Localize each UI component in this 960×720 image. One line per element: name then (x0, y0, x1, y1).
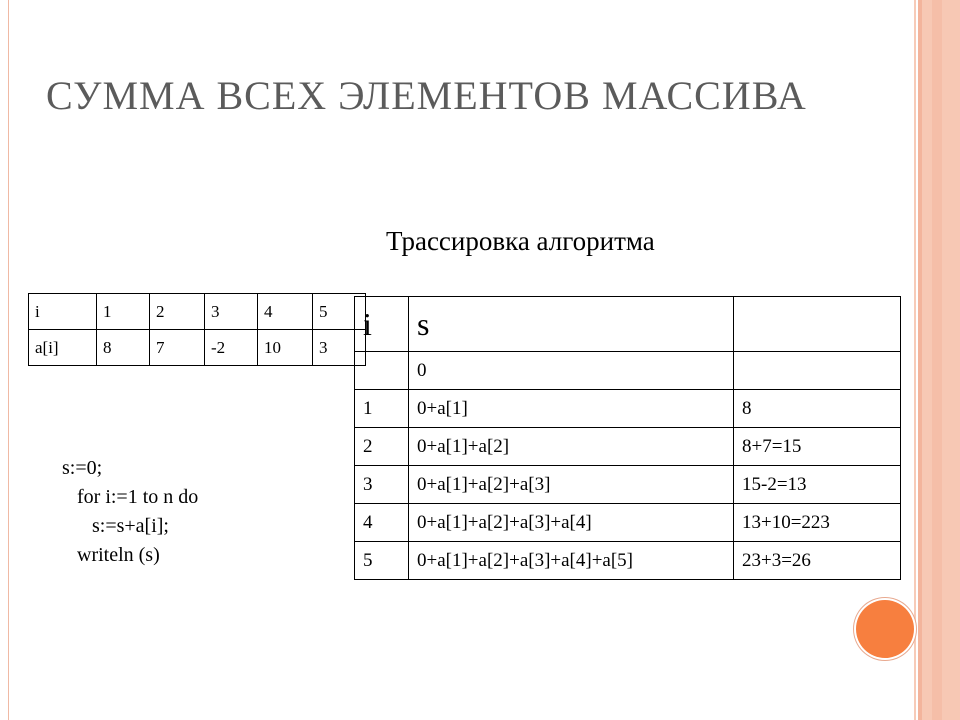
code-line: for i:=1 to n do (62, 486, 199, 508)
array-cell: 3 (313, 330, 366, 366)
right-decorative-band (918, 0, 960, 720)
trace-cell: 1 (355, 390, 409, 428)
trace-subtitle: Трассировка алгоритма (386, 226, 655, 256)
trace-cell: 0 (409, 352, 734, 390)
array-cell: 1 (97, 294, 150, 330)
array-cell: 5 (313, 294, 366, 330)
trace-cell (734, 352, 901, 390)
code-line: s:=0; (62, 457, 103, 479)
trace-cell: 0+a[1]+a[2] (409, 428, 734, 466)
trace-cell: 2 (355, 428, 409, 466)
trace-row (355, 466, 901, 504)
slide-title: СУММА ВСЕХ ЭЛЕМЕНТОВ МАССИВА (46, 73, 807, 118)
trace-cell: 0+a[1]+a[2]+a[3]+a[4]+a[5] (409, 542, 734, 580)
band-stripe (932, 0, 942, 720)
array-cell: 2 (150, 294, 205, 330)
trace-cell (355, 352, 409, 390)
trace-row (355, 504, 901, 542)
trace-table (354, 296, 901, 580)
array-table (28, 293, 366, 366)
array-cell: 3 (205, 294, 258, 330)
trace-cell: 4 (355, 504, 409, 542)
array-cell: 4 (258, 294, 313, 330)
right-decorative-line (914, 0, 916, 720)
trace-cell: 15-2=13 (734, 466, 901, 504)
left-decorative-rule (8, 0, 9, 720)
trace-header-cell (734, 297, 901, 352)
trace-cell: 13+10=223 (734, 504, 901, 542)
trace-row (355, 428, 901, 466)
array-cell: 7 (150, 330, 205, 366)
band-stripe (918, 0, 922, 720)
trace-header-row (355, 297, 901, 352)
trace-cell: 5 (355, 542, 409, 580)
trace-header-cell: s (409, 297, 734, 352)
array-cell: 8 (97, 330, 150, 366)
trace-row (355, 542, 901, 580)
code-line: s:=s+a[i]; (62, 515, 169, 537)
code-line: writeln (s) (62, 544, 160, 566)
trace-cell: 8+7=15 (734, 428, 901, 466)
trace-cell: 3 (355, 466, 409, 504)
trace-cell: 23+3=26 (734, 542, 901, 580)
decorative-circle (856, 600, 914, 658)
trace-header-cell: i (355, 297, 409, 352)
trace-row (355, 352, 901, 390)
array-cell: 10 (258, 330, 313, 366)
trace-row (355, 390, 901, 428)
array-cell: a[i] (29, 330, 97, 366)
code-block (62, 454, 198, 570)
array-index-row (29, 294, 366, 330)
trace-cell: 0+a[1]+a[2]+a[3]+a[4] (409, 504, 734, 542)
trace-cell: 0+a[1] (409, 390, 734, 428)
trace-cell: 0+a[1]+a[2]+a[3] (409, 466, 734, 504)
array-cell: i (29, 294, 97, 330)
trace-cell: 8 (734, 390, 901, 428)
array-value-row (29, 330, 366, 366)
array-cell: -2 (205, 330, 258, 366)
